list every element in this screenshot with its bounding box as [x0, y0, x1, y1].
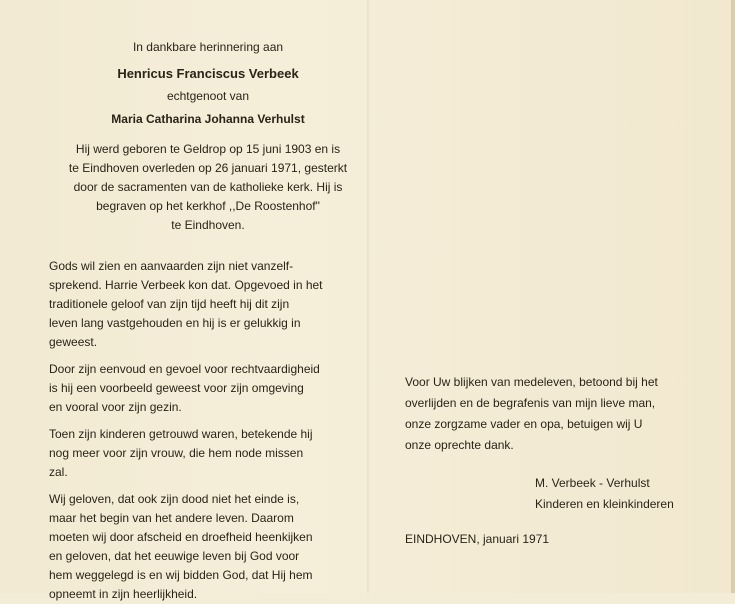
thanks-line: overlijden en de begrafenis van mijn lieve man, — [405, 396, 656, 410]
place-date: EINDHOVEN, januari 1971 — [405, 532, 550, 546]
bio-line: te Eindhoven overleden op 26 januari 1971, gesterkt — [68, 161, 348, 175]
bio-line: Hij werd geboren te Geldrop op 15 juni 1903 en is — [75, 142, 341, 156]
paragraph-line: Door zijn eenvoud en gevoel voor rechtvaardigheid — [49, 362, 320, 376]
biography — [49, 140, 367, 235]
signature-block — [405, 473, 705, 515]
spouse-name: Maria Catharina Johanna Verhulst — [111, 112, 305, 126]
paragraph-line: en geloven, dat het eeuwige leven bij God voor — [49, 549, 300, 563]
paragraph-line: zal. — [49, 465, 68, 479]
paragraph-line: maar het begin van het andere leven. Daarom — [49, 511, 294, 525]
thanks-line: onze oprechte dank. — [405, 438, 514, 452]
paragraph-4 — [49, 490, 367, 604]
paragraph-1 — [49, 257, 367, 352]
paragraph-line: en vooral voor zijn gezin. — [49, 400, 182, 414]
paragraph-2 — [49, 360, 367, 417]
bio-line: door de sacramenten van de katholieke kerk. Hij is — [73, 180, 343, 194]
signature-name: M. Verbeek - Verhulst — [535, 476, 650, 490]
paragraph-line: hem weggelegd is en wij bidden God, dat Hij hem — [49, 568, 313, 582]
paragraph-line: leven lang vastgehouden en hij is er gelukkig in — [49, 316, 301, 330]
paragraph-line: sprekend. Harrie Verbeek kon dat. Opgevoed in het — [49, 278, 323, 292]
paragraph-line: traditionele geloof van zijn tijd heeft hij dit zijn — [49, 297, 290, 311]
paragraph-line: nog meer voor zijn vrouw, die hem node missen — [49, 446, 304, 460]
paragraph-line: Wij geloven, dat ook zijn dood niet het einde is, — [49, 492, 300, 506]
paragraph-line: opneemt in zijn heerlijkheid. — [49, 587, 198, 601]
paragraph-line: Toen zijn kinderen getrouwd waren, betekende hij — [49, 427, 313, 441]
left-panel — [49, 38, 367, 604]
paragraph-line: Gods wil zien en aanvaarden zijn niet vanzelf- — [49, 259, 294, 273]
paragraph-line: moeten wij door afscheid en droefheid heenkijken — [49, 530, 313, 544]
thanks-text — [405, 372, 705, 456]
intro-text: In dankbare herinnering aan — [132, 40, 284, 54]
spouse-prefix: echtgenoot van — [166, 89, 250, 103]
thanks-line: onze zorgzame vader en opa, betuigen wij U — [405, 417, 643, 431]
paragraph-line: is hij een voorbeeld geweest voor zijn omgeving — [49, 381, 304, 395]
bio-line: te Eindhoven. — [171, 218, 245, 232]
thanks-line: Voor Uw blijken van medeleven, betoond bij het — [405, 375, 658, 389]
paragraph-line: geweest. — [49, 335, 98, 349]
deceased-name: Henricus Franciscus Verbeek — [117, 66, 299, 81]
card-edge — [731, 0, 735, 593]
right-panel — [405, 372, 705, 546]
paragraph-3 — [49, 425, 367, 482]
signature-family: Kinderen en kleinkinderen — [535, 497, 674, 511]
bio-line: begraven op het kerkhof ,,De Roostenhof" — [96, 199, 320, 213]
card-fold — [367, 0, 369, 593]
